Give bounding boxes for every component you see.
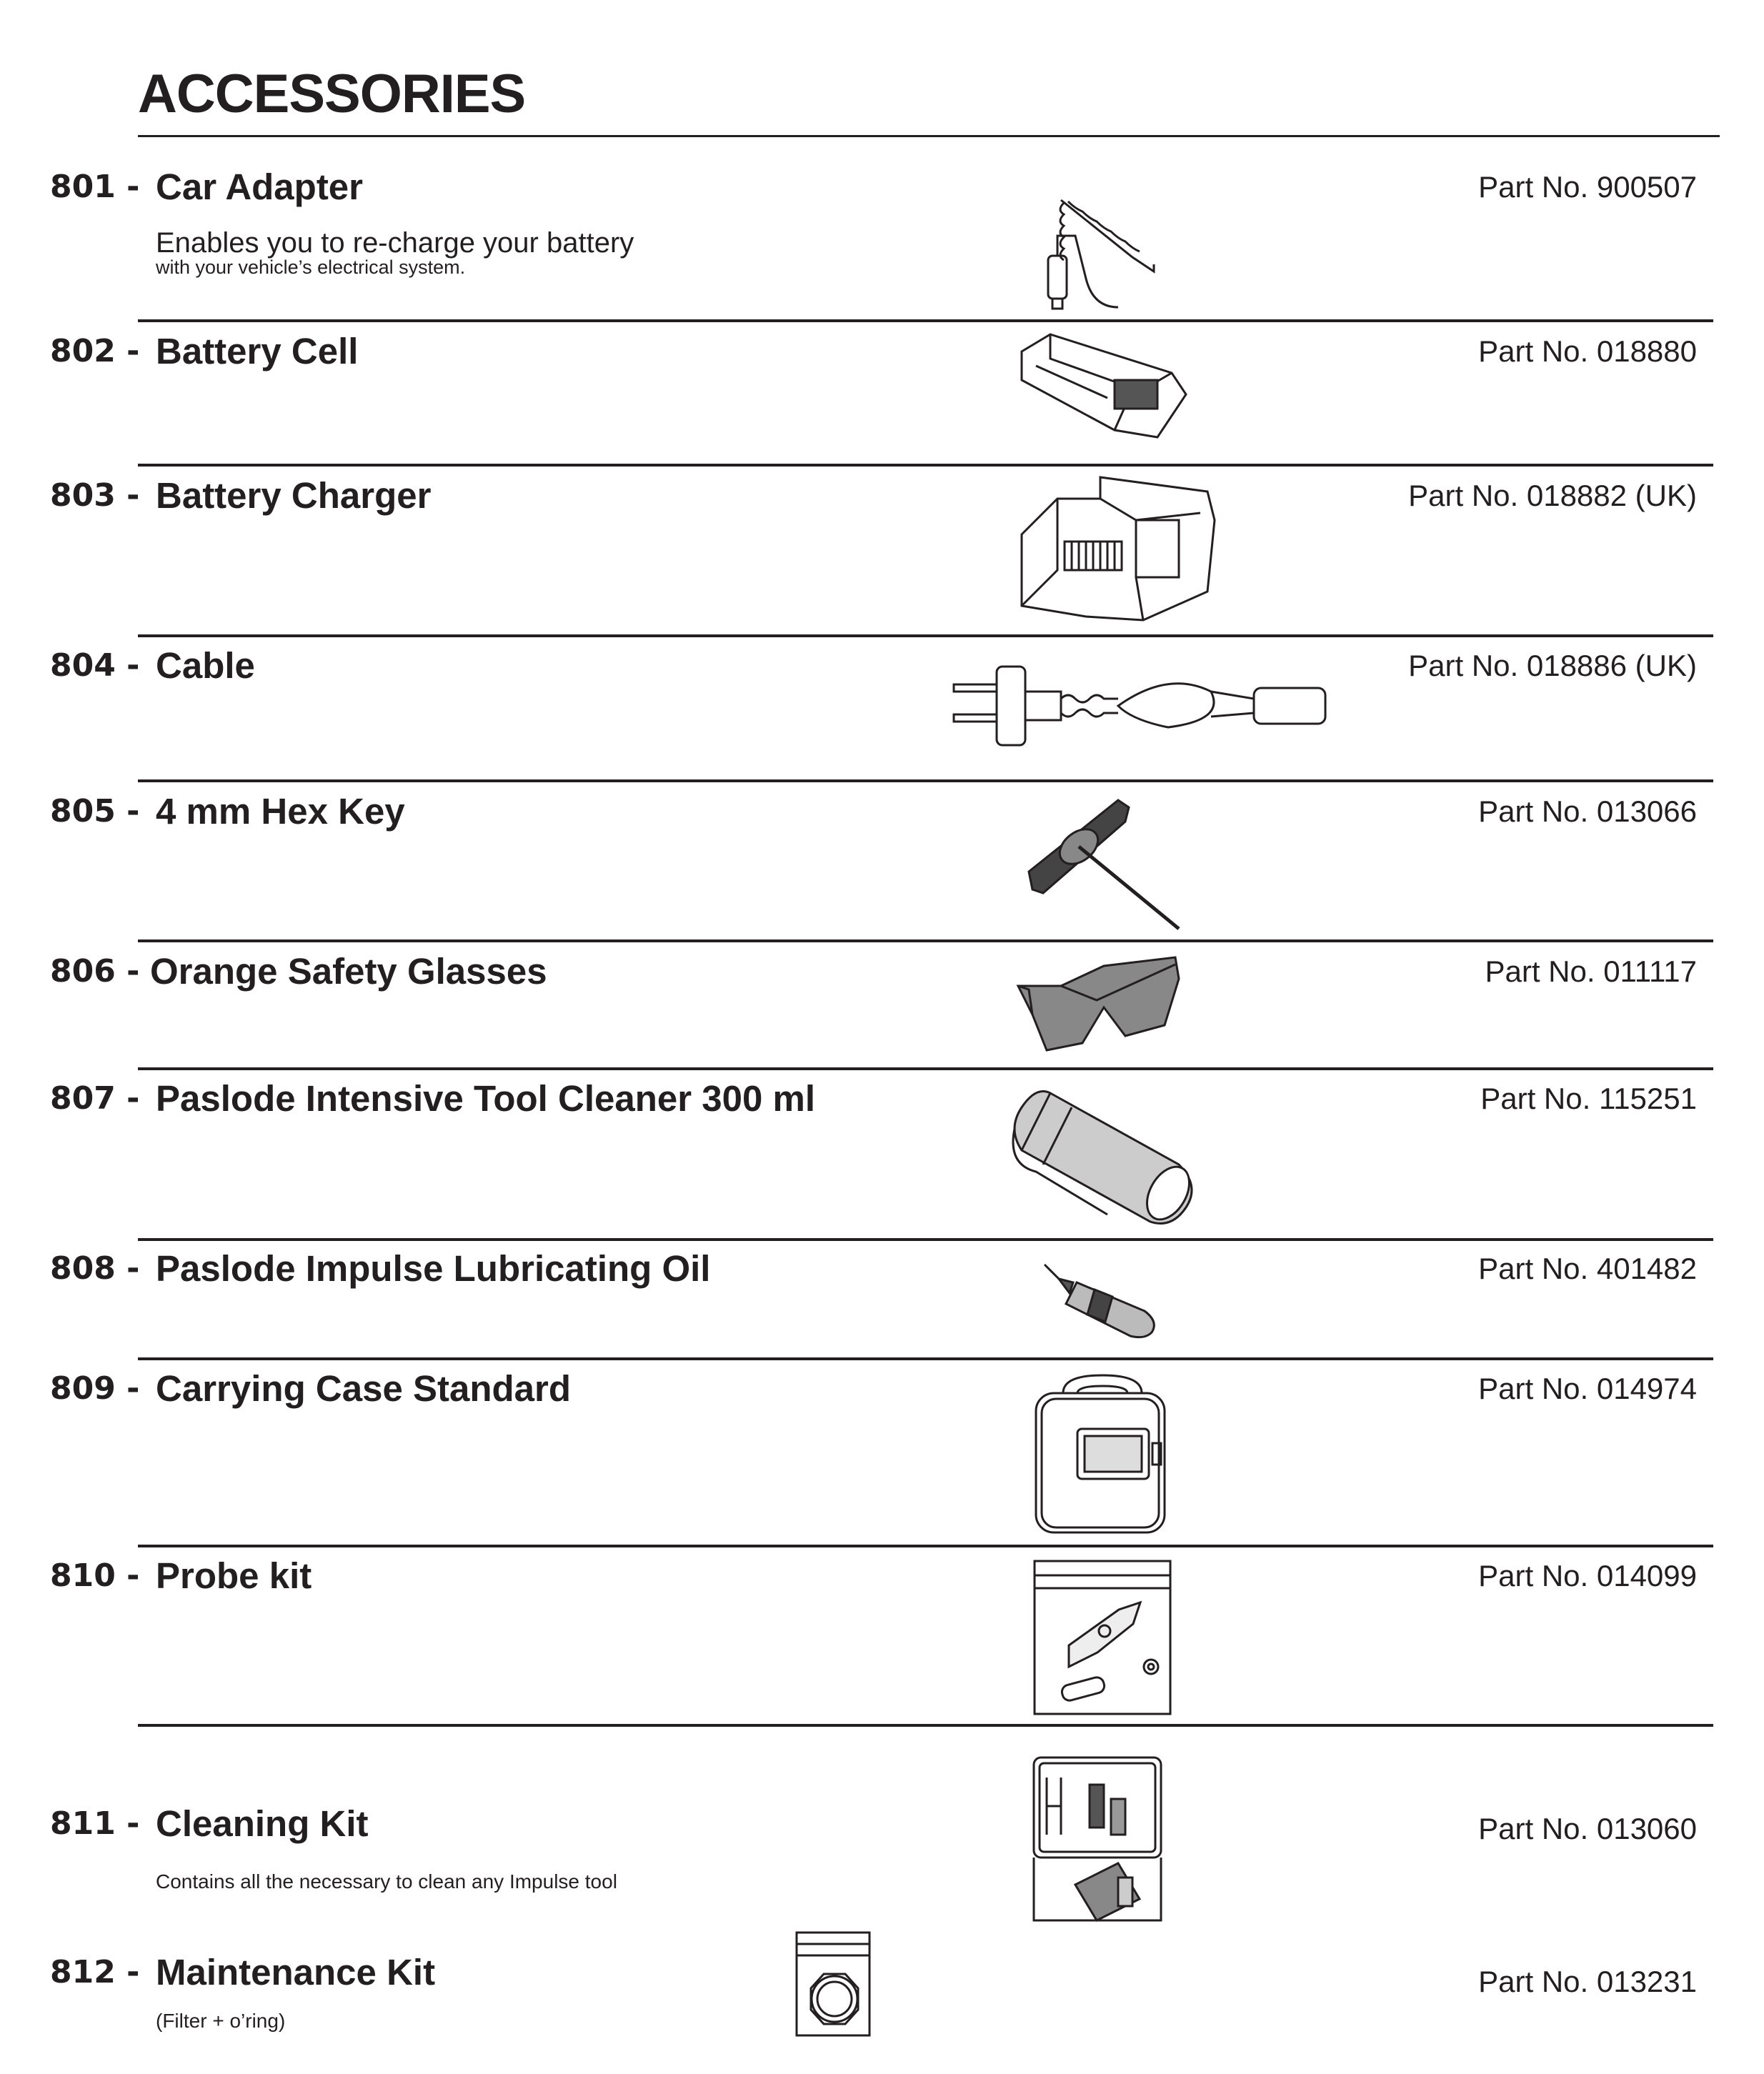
item-number: 811 - — [50, 1805, 140, 1842]
item-name: Battery Charger — [156, 475, 432, 516]
item-number: 807 - — [50, 1080, 140, 1117]
maintenance-kit-icon — [795, 1931, 872, 2038]
item-divider — [138, 1067, 1713, 1070]
item-description-sub: with your vehicle’s electrical system. — [156, 256, 466, 278]
item-number: 803 - — [50, 477, 140, 514]
part-number: Part No. 018886 (UK) — [1408, 649, 1697, 682]
part-number: Part No. 401482 — [1478, 1252, 1697, 1285]
safety-glasses-icon — [1018, 957, 1182, 1057]
item-name: Car Adapter — [156, 166, 364, 207]
spray-can-icon — [1007, 1086, 1200, 1229]
item-number: 801 - — [50, 169, 140, 205]
part-number: Part No. 011117 — [1485, 954, 1697, 988]
carrying-case-icon — [1035, 1372, 1170, 1536]
item-divider — [138, 1545, 1713, 1547]
item-description: Enables you to re-charge your battery — [156, 227, 634, 259]
battery-cell-icon — [1007, 330, 1193, 452]
item-name: Paslode Impulse Lubricating Oil — [156, 1248, 711, 1289]
item-description: Contains all the necessary to clean any Impulse tool — [156, 1870, 617, 1893]
item-divider — [138, 1357, 1713, 1360]
item-number: 808 - — [50, 1250, 140, 1287]
power-cable-icon — [954, 663, 1329, 749]
item-name: Probe kit — [156, 1555, 312, 1596]
item-name: Carrying Case Standard — [156, 1368, 572, 1409]
part-number: Part No. 013060 — [1478, 1812, 1697, 1845]
item-number: 810 - — [50, 1557, 140, 1594]
item-divider — [138, 464, 1713, 467]
item-name: 4 mm Hex Key — [156, 791, 405, 832]
item-divider — [138, 319, 1713, 322]
item-name: Orange Safety Glasses — [150, 951, 547, 992]
part-number: Part No. 115251 — [1480, 1082, 1697, 1115]
part-number: Part No. 014974 — [1478, 1372, 1697, 1405]
item-number: 804 - — [50, 647, 140, 684]
hex-key-icon — [1029, 793, 1186, 936]
item-number: 802 - — [50, 333, 140, 369]
item-name: Maintenance Kit — [156, 1952, 436, 1993]
car-adapter-icon — [1047, 193, 1168, 314]
item-divider — [138, 779, 1713, 782]
battery-charger-icon — [1015, 477, 1215, 627]
page-title: ACCESSORIES — [138, 64, 526, 124]
item-name: Paslode Intensive Tool Cleaner 300 ml — [156, 1078, 816, 1119]
item-number: 806 - — [50, 953, 140, 989]
item-name: Battery Cell — [156, 331, 359, 372]
item-divider — [138, 939, 1713, 942]
title-divider — [138, 135, 1720, 137]
cleaning-kit-icon — [1032, 1756, 1165, 1931]
item-description: (Filter + o’ring) — [156, 2010, 286, 2032]
item-divider — [138, 634, 1713, 637]
part-number: Part No. 013066 — [1478, 794, 1697, 828]
item-divider — [138, 1724, 1713, 1727]
item-name: Cable — [156, 645, 255, 686]
part-number: Part No. 018880 — [1478, 334, 1697, 368]
part-number: Part No. 013231 — [1478, 1965, 1697, 1998]
item-name: Cleaning Kit — [156, 1803, 369, 1844]
part-number: Part No. 900507 — [1478, 170, 1697, 204]
part-number: Part No. 014099 — [1478, 1559, 1697, 1592]
part-number: Part No. 018882 (UK) — [1408, 479, 1697, 512]
item-divider — [138, 1238, 1713, 1241]
item-number: 805 - — [50, 793, 140, 829]
item-number: 812 - — [50, 1954, 140, 1990]
item-number: 809 - — [50, 1370, 140, 1407]
probe-kit-icon — [1033, 1560, 1173, 1717]
oil-bottle-icon — [1045, 1261, 1159, 1340]
